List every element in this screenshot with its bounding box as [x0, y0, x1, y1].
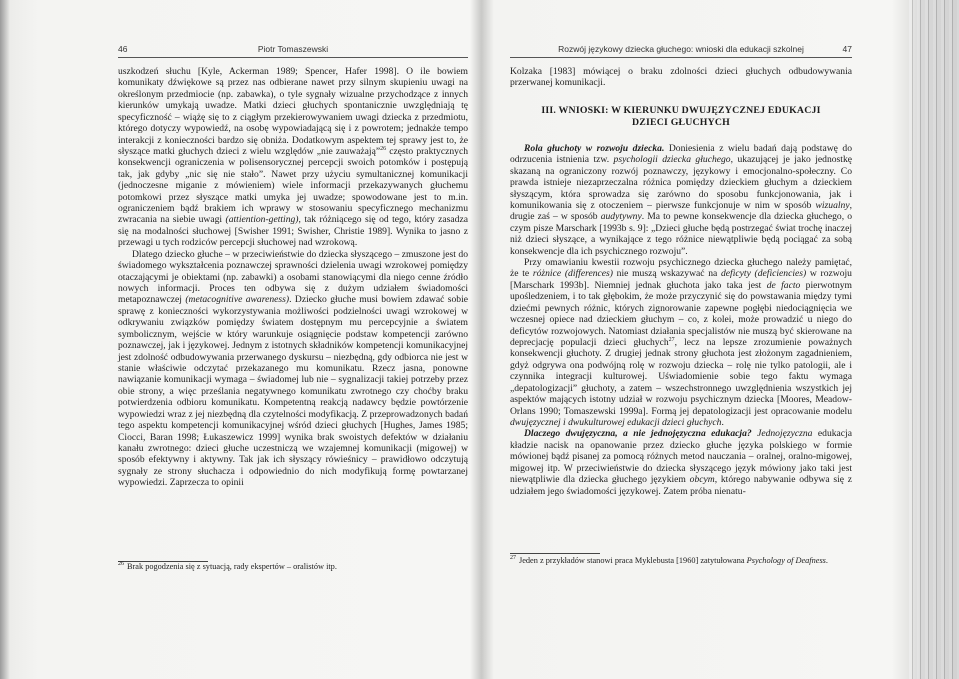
right-running-title: Rozwój językowy dziecka głuchego: wnioski dla edukacji szkolnej	[558, 44, 804, 54]
right-page	[510, 0, 852, 679]
page-stack-edge	[909, 0, 959, 679]
left-footnote: $^{26}$ Brak pogodzenia się z sytuacją, rady ekspertów – oralistów itp.	[118, 561, 337, 571]
right-body-text	[510, 66, 852, 497]
footnote-ref-26: 26	[380, 145, 387, 152]
right-page-number: 47	[842, 44, 852, 54]
right-footnote: $^{27}$ Jeden z przykładów stanowi praca Myklebusta [1960] zatytułowana Psychology of Deafness.	[510, 555, 828, 565]
left-running-head	[118, 44, 468, 58]
section-heading: III. WNIOSKI: W KIERUNKU DWUJĘZYCZNEJ EDUKACJI DZIECI GŁUCHYCH	[541, 104, 821, 128]
right-paragraph-3: Dlaczego dwujęzyczna, a nie jednojęzyczna edukacja? Jednojęzyczna edukacja kładzie nacisk na opanowanie przez dziecko głuche języka polskiego w formie mówionej bądź pisanej za pomocą różnych metod nauczania – oralnej, oralno-migowej, migowej itp. W przeciwieństwie do dziecka słyszącego język mówiony jako taki jest niewątpliwie dla dziecka głuchego językiem obcym, którego nabywanie odbywa się z udziałem jego świadomości językowej. Zatem próba nienatu-	[510, 428, 853, 497]
left-page	[118, 0, 468, 679]
left-running-title: Piotr Tomaszewski	[257, 44, 329, 54]
right-paragraph-2: Przy omawianiu kwestii rozwoju psychicznego dziecka głuchego należy pamiętać, że te różnice (differences) nie muszą wskazywać na deficyty (deficiencies) w rozwoju [Marschark 1993b]. Niemniej jednak głuchota jako taka jest de facto pierwotnym upośledzeniem, i to tak głębokim, że może przyczynić się do powstawania między tymi dziećmi pewnych różnic, których zignorowanie zapewne pogłębi niedociągnięcia we wczesnej opiece nad dzieckiem głuchym – co, z kolei, może prowadzić u niego do deficytów rozwojowych. Natomiast działania specjalistów nie muszą być skierowane na deprecjację populacji dzieci głuchych$^{27}$, lecz na lepsze zrozumienie poważnych konsekwencji głuchoty. Z drugiej jednak strony głuchota jest złożonym zagadnieniem, gdyż odgrywa ona podwójną rolę w rozwoju dziecka – rolę nie tylko patologii, ale i czynnika integracji kulturowej. Uświadomienie sobie tego faktu wymaga „depatologizacji” głuchoty, a zatem – wszechstronnego uwzględnienia wszystkich jej aspektów mających istotny udział w rozwoju psychicznym dziecka [Moores, Meadow-Orlans 1990; Tomaszewski 1999a]. Formą jej depatologizacji jest opracowanie modelu dwujęzycznej i dwukulturowej edukacji dzieci głuchych.	[510, 257, 853, 428]
right-footnote-rule	[510, 553, 600, 554]
footnote-ref-27: 27	[668, 336, 675, 343]
left-paragraph-1: uszkodzeń słuchu [Kyle, Ackerman 1989; Spencer, Hafer 1998]. O ile bowiem komunikaty dźwiękowe są przez nas odbierane nawet przy silnym skupieniu uwagi na określonym przedmiocie (np. zabawka), o tyle sygnały wizualne przychodzące z innych kierunków umykają uwadze. Matki dzieci głuchych spontanicznie uwzględniają tę specyficzność – wiążę się to z ciągłym przekierowywaniem uwagi dziecka z przedmiotu, którego dotyczy wypowiedź, na osobę wypowiadającą się i z powrotem; jednakże tempo interakcji z konieczności bardzo się obniża. Dodatkowym aspektem tej sprawy jest to, że słyszące matki głuchych dzieci z wielu względów „nie zauważają”$^{26}$ często praktycznych konsekwencji ograniczenia w polisensorycznej percepcji swoich potomków i postępują tak, jak gdyby „nic się nie stało”. Nawet przy użyciu symultanicznej komunikacji (jednoczesne miganie z mówieniem) wiele informacji przekazywanych głuchemu potomkowi przez słyszące matki umyka jej uwadze; spowodowane jest to m.in. ograniczeniem bądź brakiem ich wprawy w stosowaniu specyficznego mechanizmu zwracania na siebie uwagi (attiention-getting), tak różniącego się od tego, który zasadza się na modalności słuchowej [Swisher 1991; Swisher, Christie 1989]. Wynika to jasno z przewagi u tych rodziców percepcji słuchowej nad wzrokową.	[118, 66, 468, 249]
right-intro-paragraph: Kolzaka [1983] mówiącej o braku zdolności dzieci głuchych odbudowywania przerwanej komunikacji.	[510, 66, 852, 89]
left-page-number: 46	[118, 44, 128, 54]
right-running-head	[510, 44, 852, 58]
left-edge-shadow	[0, 0, 10, 679]
left-body-text	[118, 66, 468, 489]
right-paragraph-1: Rola głuchoty w rozwoju dziecka. Doniesienia z wielu badań dają podstawę do odrzucenia istnienia tzw. psychologii dziecka głuchego, ukazującej je jako jednostkę skazaną na ograniczony rozwój poznawczy, językowy i emocjonalno-społeczny. Co prawda istnieje niezaprzeczalna różnica pomiędzy dzieckiem głuchym a dzieckiem słyszącym, która sprowadza się zarówno do sposobu funkcjonowania, jak i komunikowania się z otoczeniem – pierwsze funkcjonuje w nim w sposób wizualny, drugie zaś – w sposób audytywny. Ma to pewne konsekwencje dla dziecka głuchego, o czym pisze Marschark [1993b s. 9]: „Dzieci głuche będą postrzegać świat trochę inaczej niż dzieci słyszące, a wynikające z tego różnice niewątpliwie będą pociągać za sobą konsekwencje dla ich psychicznego rozwoju”.	[510, 142, 852, 257]
left-paragraph-2: Dlatego dziecko głuche – w przeciwieństwie do dziecka słyszącego – zmuszone jest do świadomego wykształcenia poznawczej sprawności dzielenia uwagi wzrokowej pomiędzy otaczającymi je obiektami (np. zabawki) a osobami stanowiącymi dla niego cenne źródło nowych informacji. Proces ten odbywa się z dużym udziałem świadomości metapoznawczej (metacognitive awareness). Dziecko głuche musi bowiem zdawać sobie sprawę z konieczności wykorzystywania możliwości podzielności uwagi wzrokowej w odkrywaniu związków pomiędzy światem dostępnym mu percepcyjnie a światem symbolicznym, wejście w który warunkuje osiągnięcie podstaw kompetencji zarówno poznawczej, jak i językowej. Jednym z istotnych składników kompetencji komunikacyjnej jest zdolność odbudowywania przerwanego dyskursu – niezbędną, gdy odbiorca nie jest w stanie właściwie odczytać przekazanego mu komunikatu. Rzecz jasna, ponowne nawiązanie komunikacji wymaga – świadomej lub nie – sygnalizacji takiej potrzeby przez obie strony, a więc prześlania negatywnego komunikatu zwrotnego czy choćby braku potwierdzenia odbioru komunikatu. Kompetentną reakcją nadawcy będzie powtórzenie wypowiedzi wraz z jej niezbędną dla czytelności modyfikacją. Z przeprowadzonych badań tego aspektu kompetencji komunikacyjnej wśród dzieci głuchych [Hughes, James 1985; Ciocci, Baran 1998; Łukaszewicz 1999] wynika brak swoistych defektów w działaniu kanału zwrotnego: dzieci głuche uczestniczą we wzajemnej komunikacji (migowej) w sposób efektywny i aktywny. Tak jak ich słyszący rówieśnicy – prawidłowo odczytują sygnały ze strony słuchacza i odpowiednio do nich modyfikują formę powtarzanej wypowiedzi. Zaprzecza to opinii	[118, 248, 469, 489]
